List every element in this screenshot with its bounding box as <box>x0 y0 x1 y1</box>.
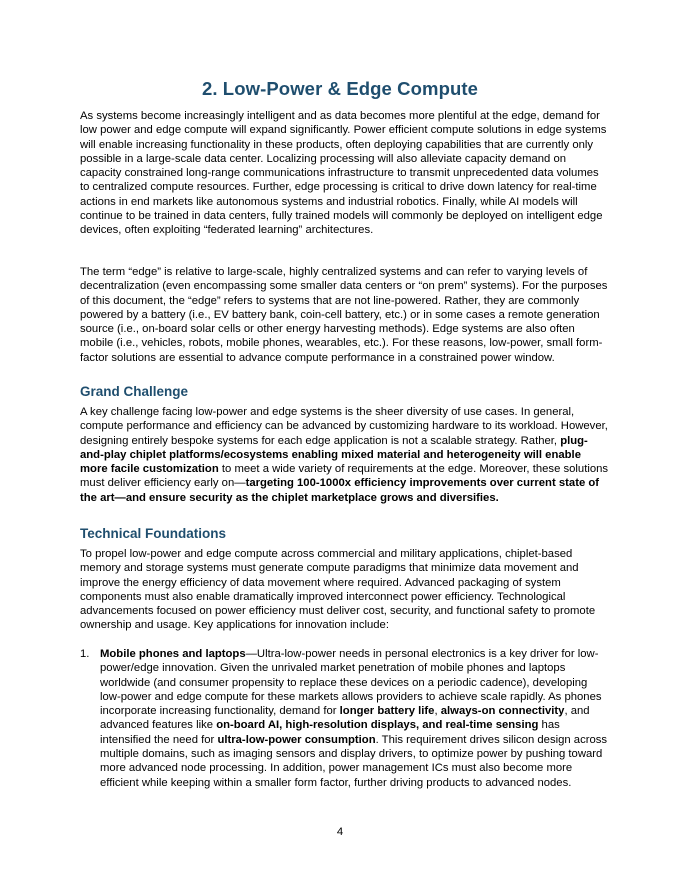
list-item-text-2: , <box>434 705 441 718</box>
list-item-number: 1. <box>80 648 90 660</box>
grand-challenge-bold-1: plug-and-play chiplet platforms/ecosystems enabling mixed material and heterogeneity will enable more facile customization <box>80 434 588 476</box>
list-item-text-3: , and advanced features like <box>100 705 590 732</box>
page-number: 4 <box>336 826 344 838</box>
list-item-bold-5: ultra-low-power consumption <box>217 733 376 746</box>
intro-paragraph-2: The term “edge” is relative to large-scale, highly centralized systems and can refer to varying levels of decentralization (even encompassing some smaller data centers or “on prem” systems). For the purposes of this document, the “edge” refers to systems that are not line-powered. Rather, they are commonly powered by a battery (i.e., EV battery bank, coin-cell battery, etc.) or in some cases a remote generation source (i.e., on-board solar cells or other energy harvesting methods). Edge systems are also often mobile (i.e., vehicles, robots, mobile phones, wearables, etc.). For these reasons, low-power, small form-factor solutions are essential to advance compute performance in a constrained power window. <box>80 266 608 364</box>
grand-challenge-paragraph <box>80 405 610 505</box>
list-item-text-5: . This requirement drives silicon design across multiple domains, such as imaging sensors and display drivers, to optimize power by pushing toward more advanced node processing. In addition, power management ICs must also become more efficient while keeping within a smaller form factor, further driving products to advanced nodes. <box>100 733 608 789</box>
section-title: 2. Low-Power & Edge Compute <box>201 78 479 99</box>
list-item-bold-2: longer battery life <box>339 705 435 718</box>
list-item-text-1: —Ultra-low-power needs in personal electronics is a key driver for low-power/edge innovation. Given the unrivaled market penetration of mobile phones and laptops worldwide (and consumer propensity to replace these devices on a periodic cadence), developing low-power and edge compute for these markets allows providers to achieve scale rapidly. As phones incorporate increasing functionality, demand for <box>100 648 602 718</box>
list-item-bold-4: on-board AI, high-resolution displays, and real-time sensing <box>216 719 539 732</box>
grand-challenge-text-1: A key challenge facing low-power and edge systems is the sheer diversity of use cases. In general, compute performance and efficiency can be advanced by customizing hardware to its workload. However, designing entirely bespoke systems for each edge application is not a scalable strategy. Rather, <box>80 406 608 447</box>
grand-challenge-text-2: to meet a wide variety of requirements at the edge. Moreover, these solutions must deliver efficiency early on— <box>80 463 609 490</box>
list-item <box>80 647 610 790</box>
grand-challenge-bold-2: targeting 100-1000x efficiency improvements over current state of the art—and ensure security as the chiplet marketplace grows and diversifies. <box>80 477 600 504</box>
technical-foundations-paragraph: To propel low-power and edge compute across commercial and military applications, chiplet-based memory and storage systems must generate compute paradigms that minimize data movement and improve the energy efficiency of data movement where required. Advanced packaging of system components must also enable dramatically improved interconnect power efficiency. Technological advancements focused on power efficiency must deliver cost, security, and functional safety to promote ownership and usage. Key applications for innovation include: <box>80 548 596 632</box>
intro-paragraph-1: As systems become increasingly intelligent and as data becomes more plentiful at the edge, demand for low power and edge compute will expand significantly. Power efficient compute solutions in edge systems will enable increasing functionality in these products, often deploying capabilities that are currently only possible in a large-scale data center. Localizing processing will also alleviate capacity demand on capacity constrained long-range communications infrastructure to transmit unprecedented data volumes to centralized compute resources. Further, edge processing is critical to drive down latency for real-time actions in end markets like autonomous systems and industrial robotics. Finally, while AI models will continue to be trained in data centers, fully trained models will commonly be deployed on intelligent edge devices, often exploiting “federated learning” architectures. <box>80 110 607 237</box>
technical-foundations-heading: Technical Foundations <box>80 526 227 541</box>
grand-challenge-heading: Grand Challenge <box>80 384 189 399</box>
list-item-bold-1: Mobile phones and laptops <box>100 648 246 660</box>
list-item-body <box>100 647 610 790</box>
list-item-bold-3: always-on connectivity <box>440 705 565 718</box>
list-item-text-4: has intensified the need for <box>100 719 560 746</box>
